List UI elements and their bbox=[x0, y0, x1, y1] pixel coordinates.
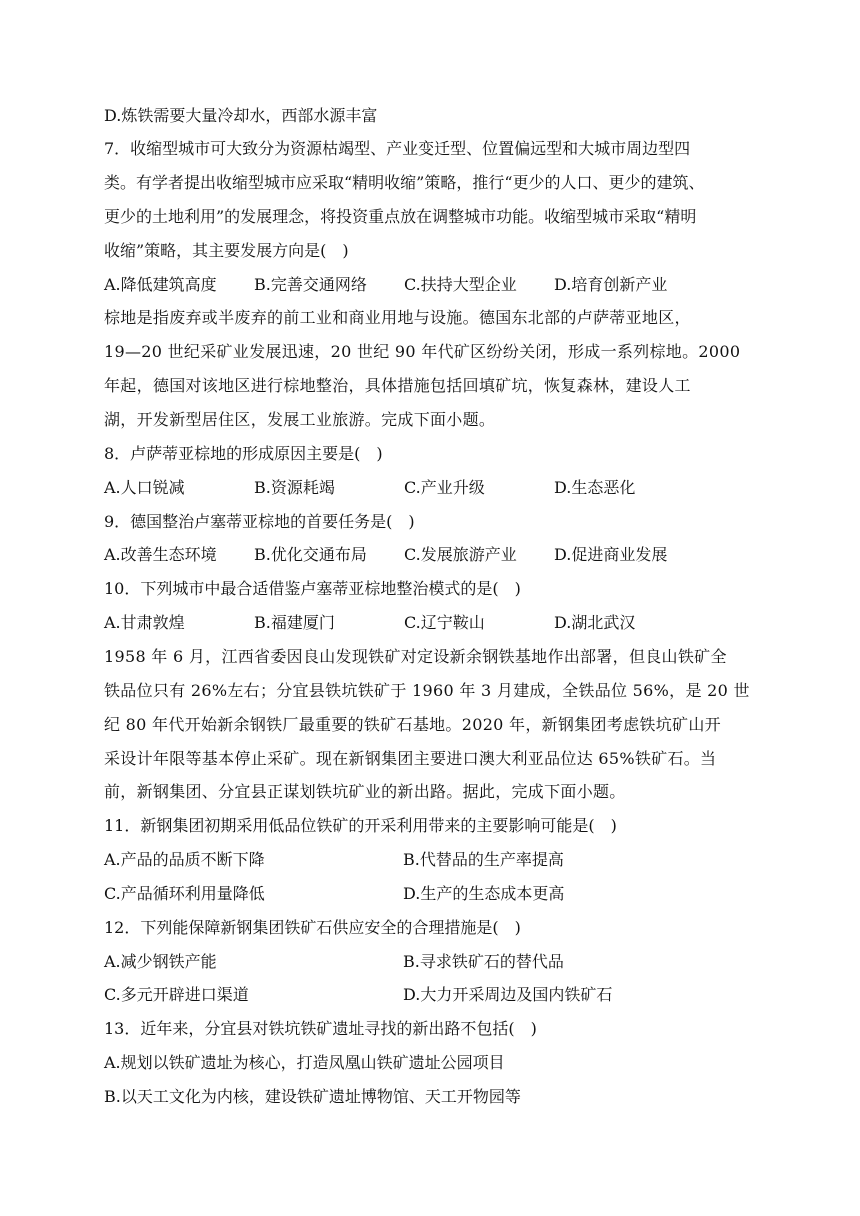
option-10a: A.甘肃敦煌 bbox=[104, 613, 185, 632]
option-11a: A.产品的品质不断下降 bbox=[104, 850, 265, 869]
question-7-stem-line3: 更少的土地利用”的发展理念，将投资重点放在调整城市功能。收缩型城市采取“精明 bbox=[104, 207, 697, 226]
option-10c: C.辽宁鞍山 bbox=[404, 613, 485, 632]
option-7c: C.扶持大型企业 bbox=[404, 275, 517, 294]
option-10b: B.福建厦门 bbox=[254, 613, 335, 632]
question-12-stem: 12．下列能保障新钢集团铁矿石供应安全的合理措施是( ) bbox=[104, 918, 521, 937]
option-9a: A.改善生态环境 bbox=[104, 545, 217, 564]
question-10-stem: 10．下列城市中最合适借鉴卢塞蒂亚棕地整治模式的是( ) bbox=[104, 579, 521, 598]
passage-brownfield-line3: 年起，德国对该地区进行棕地整治，具体措施包括回填矿坑，恢复森林，建设人工 bbox=[104, 376, 691, 395]
question-13-stem: 13．近年来，分宜县对铁坑铁矿遗址寻找的新出路不包括( ) bbox=[104, 1019, 537, 1038]
option-9b: B.优化交通布局 bbox=[254, 545, 367, 564]
option-10d: D.湖北武汉 bbox=[554, 613, 636, 632]
option-8a: A.人口锐减 bbox=[104, 478, 185, 497]
option-9d: D.促进商业发展 bbox=[554, 545, 668, 564]
question-7-stem-line4: 收缩”策略，其主要发展方向是( ) bbox=[104, 241, 349, 260]
question-7-stem: 7．收缩型城市可大致分为资源枯竭型、产业变迁型、位置偏远型和大城市周边型四 bbox=[104, 139, 691, 158]
option-7b: B.完善交通网络 bbox=[254, 275, 367, 294]
option-11c: C.产品循环利用量降低 bbox=[104, 884, 265, 903]
option-8d: D.生态恶化 bbox=[554, 478, 636, 497]
passage-brownfield-line2: 19—20 世纪采矿业发展迅速，20 世纪 90 年代矿区纷纷关闭，形成一系列棕地。2000 bbox=[104, 342, 741, 361]
option-7d: D.培育创新产业 bbox=[554, 275, 668, 294]
question-7-stem-line2: 类。有学者提出收缩型城市应采取“精明收缩”策略，推行“更少的人口、更少的建筑、 bbox=[104, 173, 705, 192]
option-9c: C.发展旅游产业 bbox=[404, 545, 517, 564]
option-12a: A.减少钢铁产能 bbox=[104, 952, 217, 971]
option-6d-text: D.炼铁需要大量冷却水，西部水源丰富 bbox=[104, 106, 378, 125]
option-12d: D.大力开采周边及国内铁矿石 bbox=[403, 985, 613, 1004]
passage-brownfield-line1: 棕地是指废弃或半废弃的前工业和商业用地与设施。德国东北部的卢萨蒂亚地区， bbox=[104, 308, 691, 327]
option-7a: A.降低建筑高度 bbox=[104, 275, 217, 294]
option-12c: C.多元开辟进口渠道 bbox=[104, 985, 249, 1004]
passage-iron-line3: 纪 80 年代开始新余钢铁厂最重要的铁矿石基地。2020 年，新钢集团考虑铁坑矿山开 bbox=[104, 715, 721, 734]
option-11d: D.生产的生态成本更高 bbox=[403, 884, 565, 903]
option-8b: B.资源耗竭 bbox=[254, 478, 335, 497]
question-9-stem: 9．德国整治卢塞蒂亚棕地的首要任务是( ) bbox=[104, 512, 415, 531]
passage-brownfield-line4: 湖，开发新型居住区，发展工业旅游。完成下面小题。 bbox=[104, 410, 496, 429]
passage-iron-line2: 铁品位只有 26%左右；分宜县铁坑铁矿于 1960 年 3 月建成，全铁品位 56%，是 20 世 bbox=[104, 681, 750, 700]
option-11b: B.代替品的生产率提高 bbox=[403, 850, 564, 869]
passage-iron-line1: 1958 年 6 月，江西省委因良山发现铁矿对定设新余钢铁基地作出部署，但良山铁矿全 bbox=[104, 647, 727, 666]
question-8-stem: 8．卢萨蒂亚棕地的形成原因主要是( ) bbox=[104, 444, 383, 463]
option-13a: A.规划以铁矿遗址为核心，打造凤凰山铁矿遗址公园项目 bbox=[104, 1053, 505, 1072]
option-13b: B.以天工文化为内核，建设铁矿遗址博物馆、天工开物园等 bbox=[104, 1087, 521, 1106]
question-11-stem: 11．新钢集团初期采用低品位铁矿的开采利用带来的主要影响可能是( ) bbox=[104, 816, 617, 835]
option-12b: B.寻求铁矿石的替代品 bbox=[403, 952, 564, 971]
passage-iron-line5: 前，新钢集团、分宜县正谋划铁坑矿业的新出路。据此，完成下面小题。 bbox=[104, 782, 626, 801]
option-8c: C.产业升级 bbox=[404, 478, 485, 497]
passage-iron-line4: 采设计年限等基本停止采矿。现在新钢集团主要进口澳大利亚品位达 65%铁矿石。当 bbox=[104, 749, 717, 768]
